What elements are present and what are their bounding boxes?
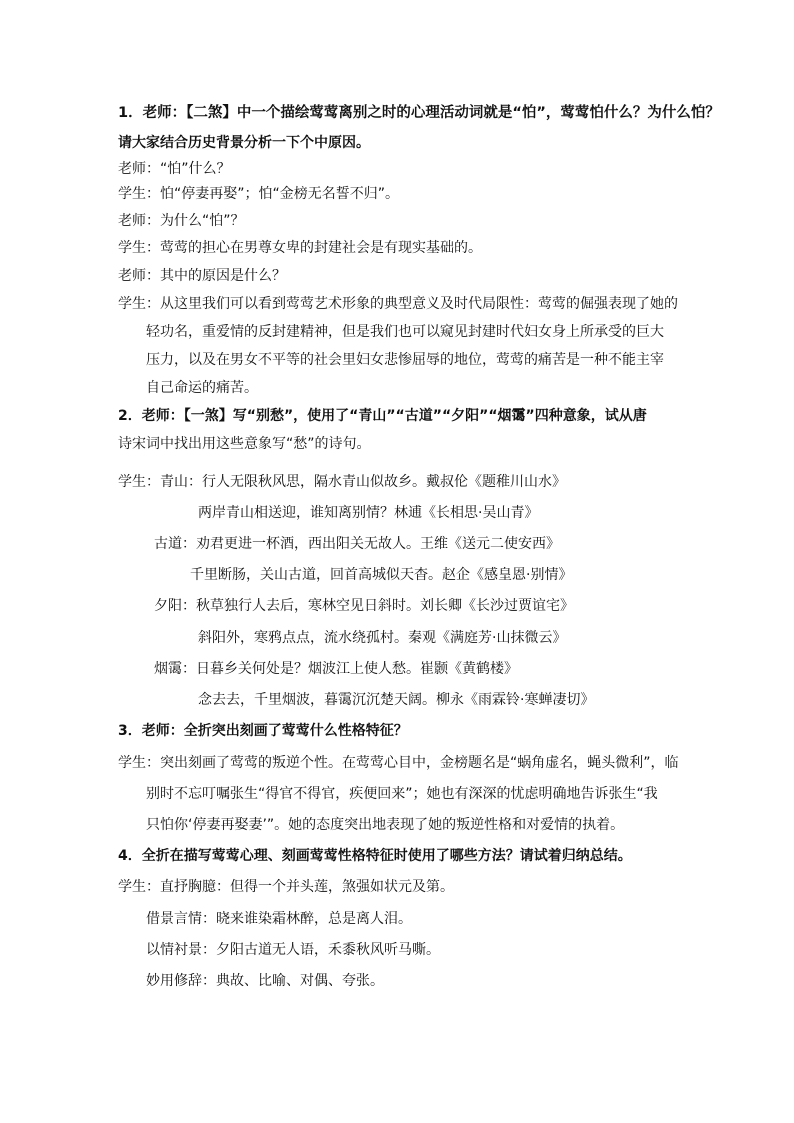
poem-line: 念去去，千里烟波，暮霭沉沉楚天阔。柳永《雨霖铃·寒蝉凄切》: [198, 692, 595, 708]
poem-line: 夕阳：秋草独行人去后，寒林空见日斜时。刘长卿《长沙过贾谊宅》: [154, 598, 574, 614]
student-line: 学生：怕“停妻再娶”；怕“金榜无名誓不归”。: [118, 186, 400, 202]
student-paragraph-line: 自己命运的痛苦。: [146, 380, 258, 396]
method-line: 学生：直抒胸臆：但得一个并头莲，煞强如状元及第。: [118, 879, 454, 895]
student-paragraph-line: 学生：从这里我们可以看到莺莺艺术形象的典型意义及时代局限性：莺莺的倔强表现了她的: [118, 296, 678, 312]
teacher-line: 老师：其中的原因是什么？: [118, 268, 286, 284]
question-4: 4．全折在描写莺莺心理、刻画莺莺性格特征时使用了哪些方法？请试着归纳总结。: [118, 848, 632, 864]
poem-line: 烟霭：日暮乡关何处是？烟波江上使人愁。崔颢《黄鹤楼》: [154, 661, 518, 677]
poem-line: 斜阳外，寒鸦点点，流水绕孤村。秦观《满庭芳·山抹微云》: [198, 630, 567, 646]
question-2-line-1: 2．老师：【一煞】写“别愁”，使用了“青山”“古道”“夕阳”“烟霭”四种意象，试从唐: [118, 408, 647, 424]
method-line: 以情衬景：夕阳古道无人语，禾黍秋风听马嘶。: [146, 942, 440, 958]
student-paragraph-line: 压力，以及在男女不平等的社会里妇女悲惨屈辱的地位，莺莺的痛苦是一种不能主宰: [146, 352, 664, 368]
poem-line: 千里断肠，关山古道，回首高城似天杳。赵企《感皇恩·别情》: [190, 567, 573, 583]
student-paragraph-line: 轻功名，重爱情的反封建精神，但是我们也可以窥见封建时代妇女身上所承受的巨大: [146, 324, 664, 340]
poem-line: 两岸青山相送迎，谁知离别情？林逋《长相思·吴山青》: [198, 505, 539, 521]
question-2-line-2: 诗宋词中找出用这些意象写“愁”的诗句。: [118, 436, 371, 452]
student-line: 学生：莺莺的担心在男尊女卑的封建社会是有现实基础的。: [118, 240, 482, 256]
student-paragraph-line: 只怕你‘停妻再娶妻’”。她的态度突出地表现了她的叛逆性格和对爱情的执着。: [146, 817, 625, 833]
student-paragraph-line: 别时不忘叮嘱张生“得官不得官，疾便回来”；她也有深深的忧虑明确地告诉张生“我: [146, 786, 658, 802]
question-1-line-2: 请大家结合历史背景分析一下个中原因。: [118, 135, 370, 151]
question-3: 3．老师：全折突出刻画了莺莺什么性格特征？: [118, 723, 408, 739]
method-line: 借景言情：晓来谁染霜林醉，总是离人泪。: [146, 911, 412, 927]
student-paragraph-line: 学生：突出刻画了莺莺的叛逆个性。在莺莺心目中，金榜题名是“蜗角虚名，蝇头微利”，临: [118, 755, 679, 771]
teacher-line: 老师：为什么“怕”？: [118, 213, 245, 229]
poem-line: 学生：青山：行人无限秋风思，隔水青山似故乡。戴叔伦《题稚川山水》: [118, 474, 566, 490]
poem-line: 古道：劝君更进一杯酒，西出阳关无故人。王维《送元二使安西》: [154, 536, 560, 552]
question-1-line-1: 1．老师：【二煞】中一个描绘莺莺离别之时的心理活动词就是“怕”，莺莺怕什么？为什么怕？: [118, 105, 720, 121]
teacher-line: 老师：“怕”什么？: [118, 161, 231, 177]
method-line: 妙用修辞：典故、比喻、对偶、夸张。: [146, 973, 384, 989]
